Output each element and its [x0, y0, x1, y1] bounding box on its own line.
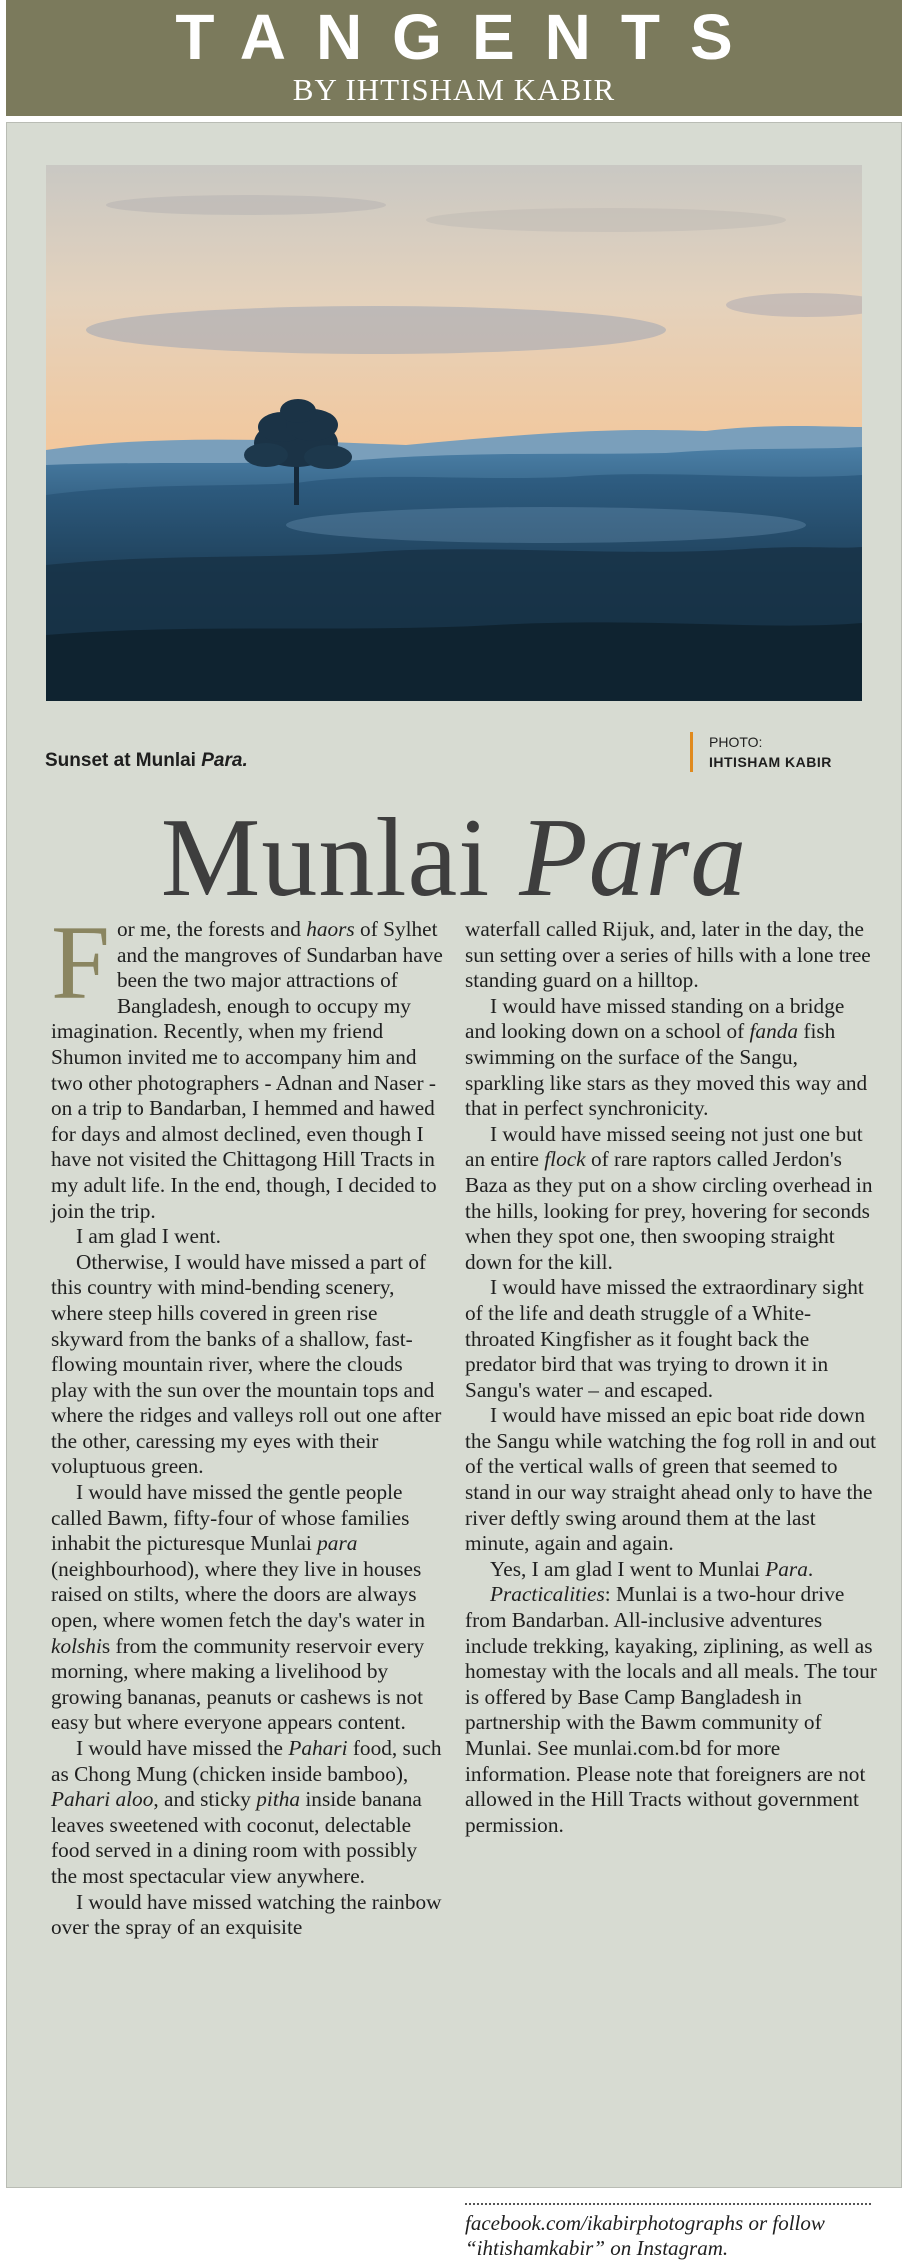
paragraph-3: Otherwise, I would have missed a part of this country with mind-bending scenery, where steep hills covered in green rise skyward from the banks of a shallow, fast-flowing mountain river, where the clouds play with the sun over the mountain tops and where the ridges and valleys roll out one after the other, caressing my eyes with their voluptuous green. [51, 1249, 442, 1479]
paragraph-8: I would have missed seeing not just one but an entire flock of rare raptors called Jerdon's Baza as they put on a show circling overhead in the hills, looking for prey, hovering for seconds when they spot one, then swooping straight down for the kill. [465, 1121, 873, 1274]
photo-credit [690, 732, 832, 772]
masthead-byline: BY IHTISHAM KABIR [292, 72, 616, 107]
article-column-left [51, 904, 443, 1941]
paragraph-10: I would have missed an epic boat ride down the Sangu while watching the fog roll in and out of the vertical walls of green that seemed to stand in our way straight ahead only to have the river deftly swing around them at the last minute, again and again. [465, 1403, 877, 1556]
paragraph-4: I would have missed the gentle people called Bawm, fifty-four of whose families inhabit the picturesque Munlai para (neighbourhood), where they live in houses raised on stilts, where the doors are always open, where women fetch the day's water in kolshis from the community reservoir every morning, where making a livelihood by growing bananas, peanuts or cashews is not easy but where everyone appears content. [51, 1480, 426, 1735]
paragraph-1: For me, the forests and haors of Sylhet and the mangroves of Sundarban have been the two major attractions of Bangladesh, enough to occupy my imagination. Recently, when my friend Shumon invited me to accompany him and two other photographers - Adnan and Naser - on a trip to Bandarban, I hemmed and hawed for days and almost declined, even though I have not visited the Chittagong Hill Tracts in my adult life. In the end, though, I decided to join the trip. [51, 904, 443, 1223]
photo-credit-label: PHOTO: [709, 734, 763, 750]
paragraph-11: Yes, I am glad I went to Munlai Para. [490, 1556, 814, 1581]
landscape-photo [46, 165, 862, 701]
paragraph-6b: waterfall called Rijuk, and, later in the day, the sun setting over a series of hills with a lone tree standing guard on a hilltop. [465, 917, 871, 993]
paragraph-6a: I would have missed watching the rainbow over the spray of an exquisite [51, 1889, 442, 1940]
masthead-title: TANGENTS [175, 1, 763, 73]
paragraph-7: I would have missed standing on a bridge and looking down on a school of fanda fish swimming on the surface of the Sangu, sparkling like stars as they moved this way and that in perfect synchronicity. [465, 993, 868, 1121]
photo-caption: Sunset at Munlai Para. [45, 750, 248, 771]
paragraph-2: I am glad I went. [76, 1224, 221, 1249]
article-panel [6, 122, 902, 2260]
article-headline: Munlai Para [160, 796, 748, 920]
masthead [6, 0, 902, 116]
photo-credit-name: IHTISHAM KABIR [709, 754, 832, 770]
paragraph-9: I would have missed the extraordinary sight of the life and death struggle of a White-throated Kingfisher as it fought back the predator bird that was trying to drown it in Sangu's water – and escaped. [465, 1275, 864, 1402]
paragraph-5: I would have missed the Pahari food, such as Chong Mung (chicken inside bamboo), Pahari aloo, and sticky pitha inside banana leaves sweetened with coconut, delectable food served in a dining room with possibly the most spectacular view anywhere. [51, 1736, 442, 1888]
article-column-right [465, 917, 879, 1838]
drop-cap: F [51, 904, 110, 1021]
social-footer: facebook.com/ikabirphotographs or follow “ihtishamkabir” on Instagram. [465, 2203, 871, 2261]
paragraph-12: Practicalities: Munlai is a two-hour drive from Bandarban. All-inclusive adventures include trekking, kayaking, ziplining, as well as homestay with the locals and all meals. The tour is offered by Base Camp Bangladesh in partnership with the Bawm community of Munlai. See munlai.com.bd for more information. Please note that foreigners are not allowed in the Hill Tracts without government permission. [465, 1582, 877, 1837]
